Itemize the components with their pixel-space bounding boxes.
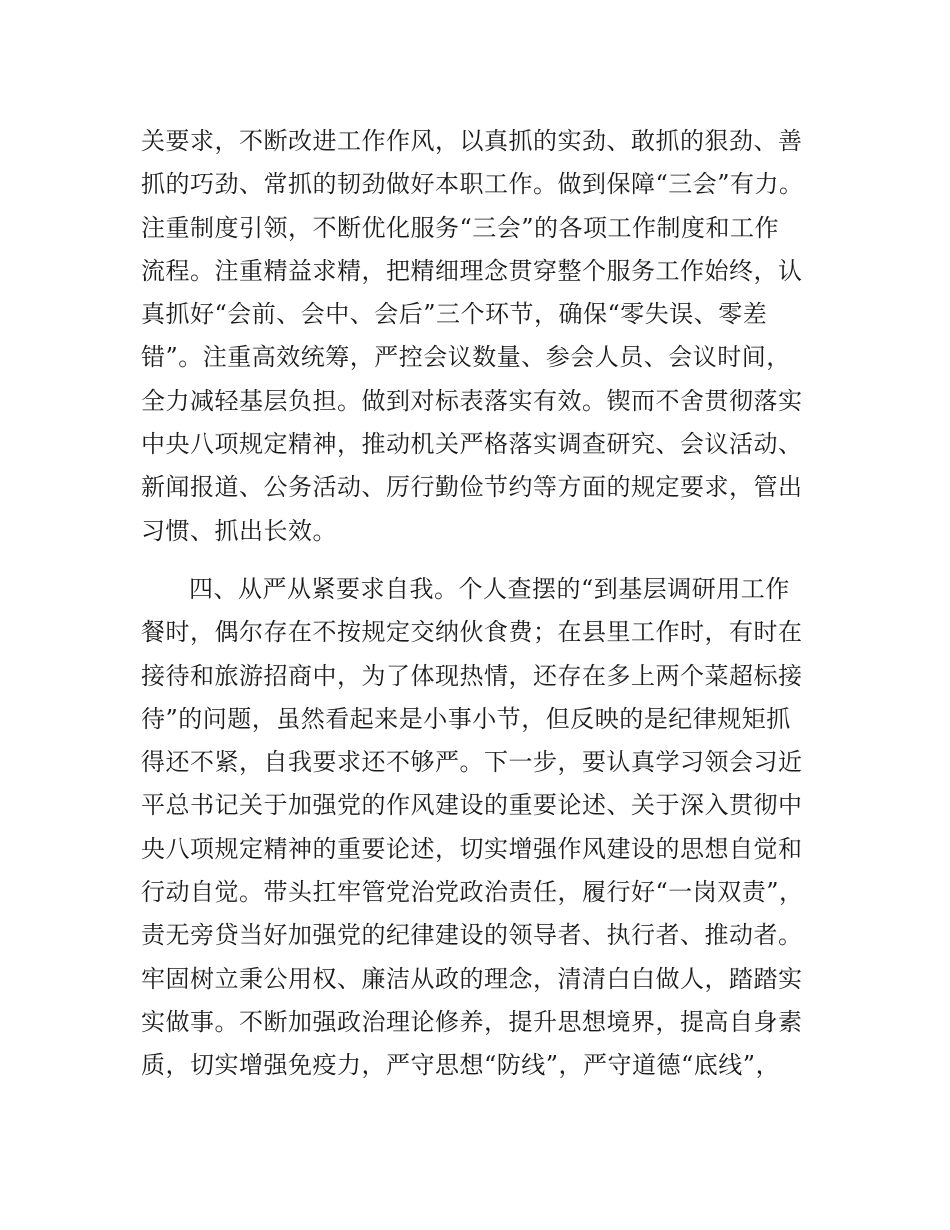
text-line: 牢固树立秉公用权、廉洁从政的理念，清清白白做人，踏踏实 (141, 964, 803, 993)
text-line: 抓的巧劲、常抓的韧劲做好本职工作。做到保障“三会”有力。 (141, 170, 804, 199)
text-line: 餐时，偶尔存在不按规定交纳伙食费；在县里工作时，有时在 (141, 618, 803, 647)
text-line: 待”的问题，虽然看起来是小事小节，但反映的是纪律规矩抓 (141, 704, 791, 733)
text-line: 全力减轻基层负担。做到对标表落实有效。锲而不舍贯彻落实 (141, 386, 803, 415)
text-line: 流程。注重精益求精，把精细理念贯穿整个服务工作始终，认 (141, 256, 803, 285)
text-line: 质，切实增强免疫力，严守思想“防线”，严守道德“底线”， (141, 1051, 781, 1080)
text-line: 错”。注重高效统筹，严控会议数量、参会人员、会议时间， (141, 343, 791, 372)
text-line: 平总书记关于加强党的作风建设的重要论述、关于深入贯彻中 (141, 791, 803, 820)
text-line: 实做事。不断加强政治理论修养，提升思想境界，提高自身素 (141, 1007, 803, 1036)
text-line: 央八项规定精神的重要论述，切实增强作风建设的思想自觉和 (141, 834, 803, 863)
paragraph-gap (141, 553, 821, 568)
text-line: 关要求，不断改进工作作风，以真抓的实劲、敢抓的狠劲、善 (141, 127, 803, 155)
text-line: 行动自觉。带头扛牢管党治党政治责任，履行好“一岗双责”， (141, 878, 804, 907)
paragraph-2 (141, 568, 821, 1088)
text-line: 得还不紧，自我要求还不够严。下一步，要认真学习领会习近 (141, 748, 803, 777)
text-line: 四、从严从紧要求自我。个人查摆的“到基层调研用工作 (189, 574, 790, 603)
text-line: 注重制度引领，不断优化服务“三会”的各项工作制度和工作 (141, 213, 780, 242)
document-body (141, 120, 821, 1088)
text-line: 责无旁贷当好加强党的纪律建设的领导者、执行者、推动者。 (141, 921, 803, 950)
text-line: 接待和旅游招商中，为了体现热情，还存在多上两个菜超标接 (141, 661, 803, 690)
text-line: 新闻报道、公务活动、厉行勤俭节约等方面的规定要求，管出 (141, 473, 803, 502)
text-line: 习惯、抓出长效。 (141, 516, 337, 545)
text-line: 真抓好“会前、会中、会后”三个环节，确保“零失误、零差 (141, 300, 768, 329)
text-line: 中央八项规定精神，推动机关严格落实调查研究、会议活动、 (141, 430, 803, 459)
paragraph-1 (141, 120, 821, 553)
